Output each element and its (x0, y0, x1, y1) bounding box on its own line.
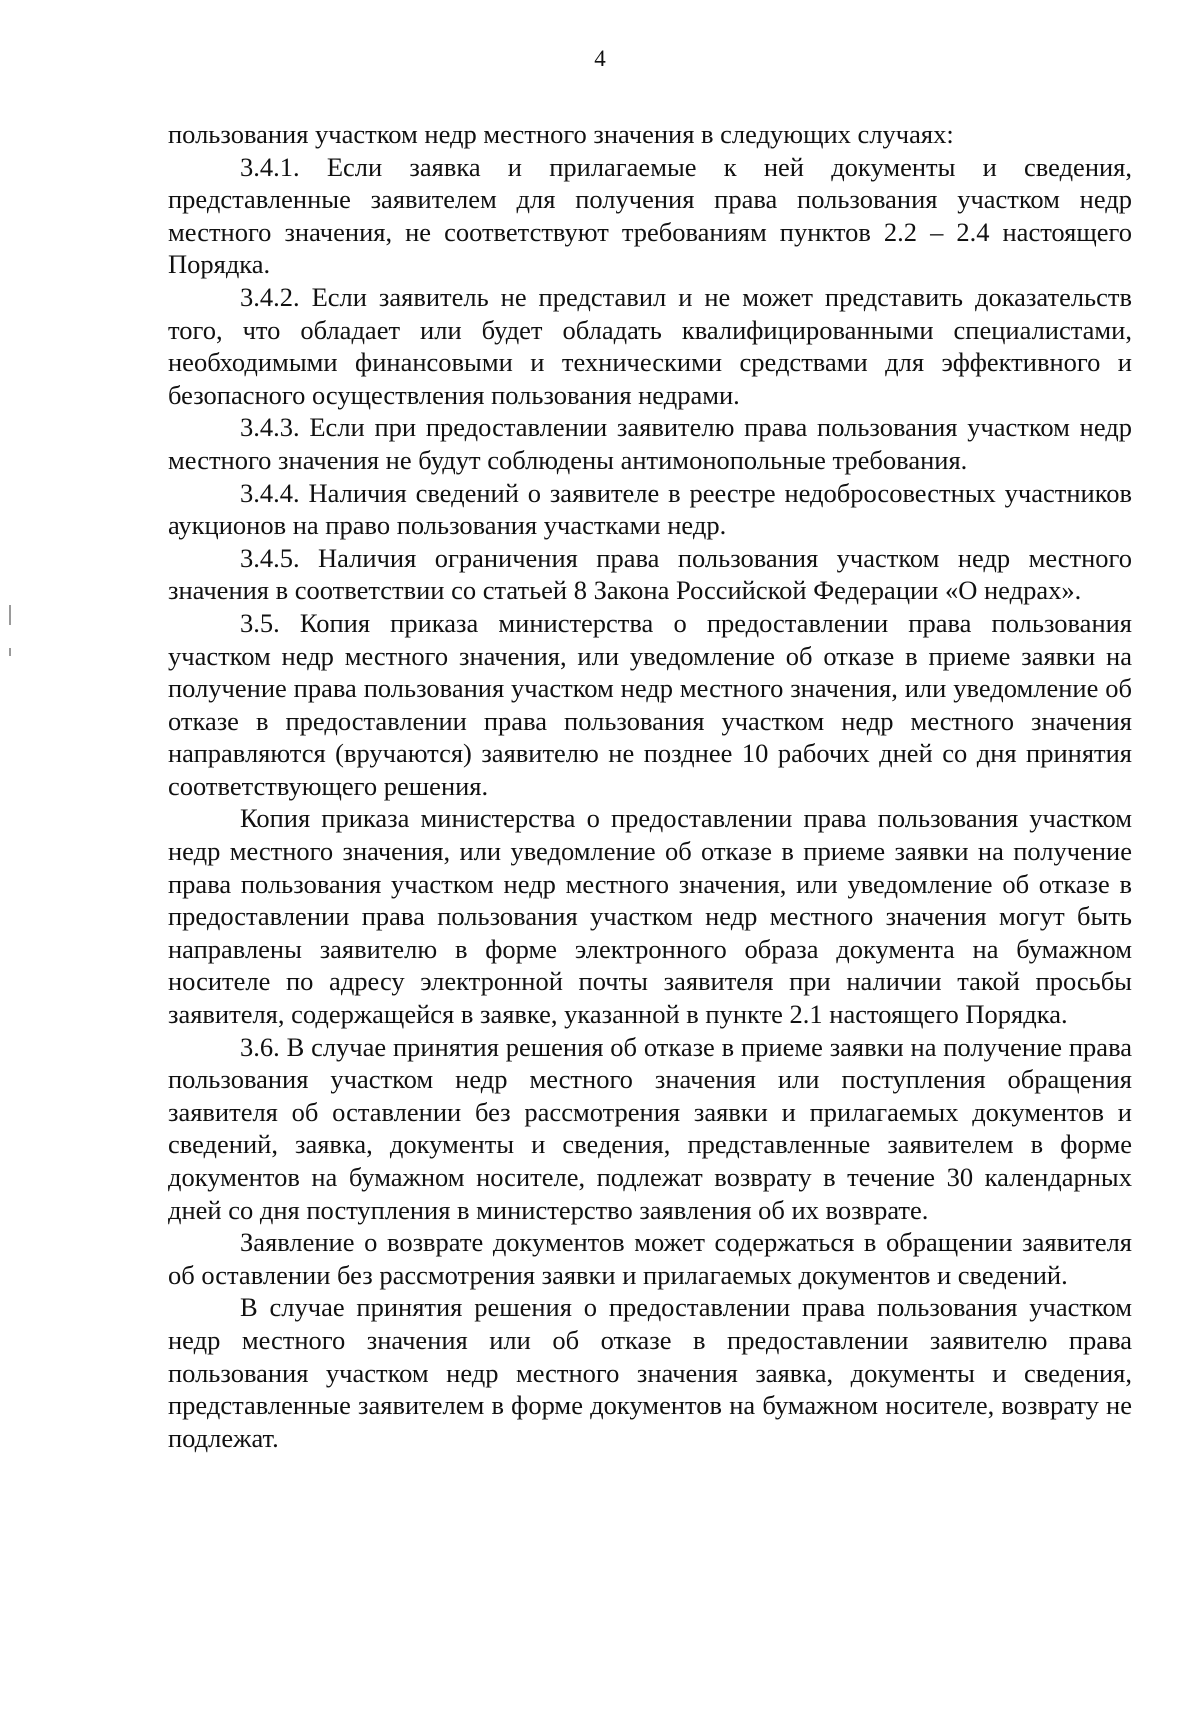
paragraph-3-4-5: 3.4.5. Наличия ограничения права пользования участком недр местного значения в соответствии со статьей 8 Закона Российской Федерации «О недрах». (168, 542, 1132, 606)
paragraph-3-4-4: 3.4.4. Наличия сведений о заявителе в реестре недобросовестных участников аукционов на право пользования участками недр. (168, 477, 1132, 541)
scan-artifact-mark (9, 648, 11, 656)
paragraph-3-4-1: 3.4.1. Если заявка и прилагаемые к ней документы и сведения, представленные заявителем для получения права пользования участком недр местного значения, не соответствуют требованиям пунктов 2.2 – 2.4 настоящего Порядка. (168, 151, 1132, 280)
scan-artifact-mark (9, 605, 11, 625)
paragraph-return-request: Заявление о возврате документов может содержаться в обращении заявителя об оставлении без рассмотрения заявки и прилагаемых документов и сведений. (168, 1227, 1132, 1290)
paragraph-3-5: 3.5. Копия приказа министерства о предоставлении права пользования участком недр местного значения, или уведомление об отказе в приеме заявки на получение права пользования участком недр местного значения, или уведомление об отказе в предоставлении права пользования участком недр местного значения направляются (вручаются) заявителю не позднее 10 рабочих дней со дня принятия соответствующего решения. (168, 607, 1132, 801)
document-body (168, 118, 1132, 1454)
paragraph-no-return: В случае принятия решения о предоставлении права пользования участком недр местного значения или об отказе в предоставлении заявителю права пользования участком недр местного значения заявка, документы и сведения, представленные заявителем в форме документов на бумажном носителе, возврату не подлежат. (168, 1292, 1132, 1453)
paragraph-3-6: 3.6. В случае принятия решения об отказе в приеме заявки на получение права пользования участком недр местного значения или поступления обращения заявителя об оставлении без рассмотрения заявки и прилагаемых документов и сведений, заявка, документы и сведения, представленные заявителем в форме документов на бумажном носителе, подлежат возврату в течение 30 календарных дней со дня поступления в министерство заявления об их возврате. (168, 1031, 1132, 1225)
page-number: 4 (594, 46, 606, 71)
paragraph-continuation: пользования участком недр местного значения в следующих случаях: (168, 119, 954, 149)
paragraph-3-4-2: 3.4.2. Если заявитель не представил и не может представить доказательств того, что обладает или будет обладать квалифицированными специалистами, необходимыми финансовыми и техническими средствами для эффективного и безопасного осуществления пользования недрами. (168, 281, 1132, 410)
paragraph-3-5-electronic: Копия приказа министерства о предоставлении права пользования участком недр местного значения, или уведомление об отказе в приеме заявки на получение права пользования участком недр местного значения, или уведомление об отказе в предоставлении права пользования участком недр местного значения могут быть направлены заявителю в форме электронного образа документа на бумажном носителе по адресу электронной почты заявителя при наличии такой просьбы заявителя, содержащейся в заявке, указанной в пункте 2.1 настоящего Порядка. (168, 803, 1132, 1030)
paragraph-3-4-3: 3.4.3. Если при предоставлении заявителю права пользования участком недр местного значения не будут соблюдены антимонопольные требования. (168, 412, 1132, 475)
